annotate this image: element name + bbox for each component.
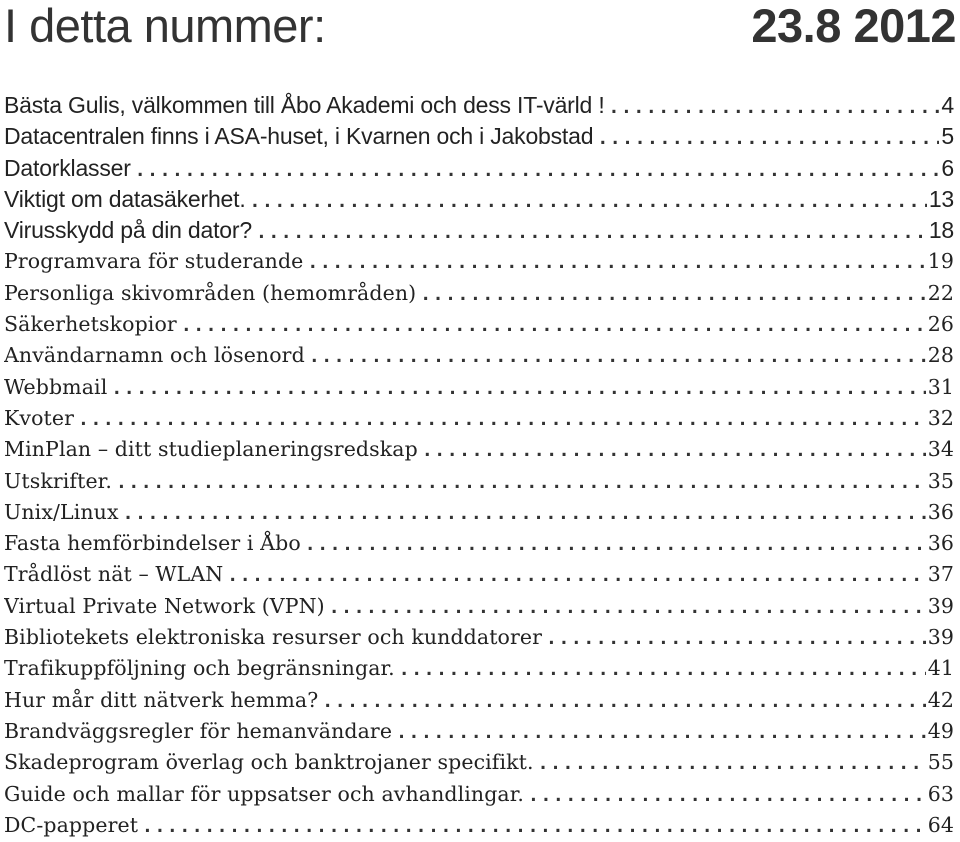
toc-entry-title: Virtual Private Network (VPN) [4,593,325,618]
toc-entry-title: Viktigt om datasäkerhet. [4,185,246,212]
dot-leader [111,373,925,403]
toc-entry [4,90,954,121]
toc-entry [4,747,954,778]
toc-entry-title: Bästa Gulis, välkommen till Åbo Akademi och dess IT-värld ! [4,92,605,118]
dot-leader [135,155,940,184]
toc-entry [4,372,954,403]
toc-entry [4,466,954,497]
toc-entry-title: Utskrifter. [4,468,112,493]
dot-leader [420,279,925,309]
dot-leader [116,467,926,497]
toc-entry-title: Brandväggsregler för hemanvändare [4,718,393,743]
toc-entry-title: Skadeprogram överlag och banktrojaner specifikt. [4,750,534,775]
toc-entry [4,184,954,215]
toc-entry [4,559,954,590]
dot-leader [528,780,926,810]
table-of-contents [4,90,954,841]
toc-entry-page-number: 36 [927,499,954,524]
page-title: I detta nummer: [4,0,326,52]
dot-leader [309,341,926,371]
toc-entry-page-number: 4 [941,92,954,118]
dot-leader [597,123,939,152]
toc-entry-page-number: 36 [927,531,954,556]
dot-leader [78,404,926,434]
toc-entry-page-number: 63 [927,781,954,806]
toc-entry-title: Kvoter [4,405,75,430]
toc-entry-page-number: 32 [927,405,954,430]
toc-entry-page-number: 55 [927,750,954,775]
toc-entry-page-number: 37 [927,562,954,587]
toc-entry [4,653,954,684]
toc-entry-title: Guide och mallar för uppsatser och avhandlingar. [4,781,525,806]
toc-entry-page-number: 18 [928,217,954,244]
toc-entry-title: Personliga skivområden (hemområden) [4,280,417,305]
issue-date: 23.8 2012 [751,0,956,52]
dot-leader [322,686,925,716]
toc-entry [4,246,954,277]
toc-entry-page-number: 19 [927,249,954,274]
toc-entry-title: Unix/Linux [4,499,119,524]
toc-entry-page-number: 64 [927,812,954,837]
toc-entry-page-number: 22 [927,280,954,305]
toc-entry-page-number: 41 [927,656,954,681]
toc-entry-title: Virusskydd på din dator? [4,217,252,244]
dot-leader [422,435,926,465]
toc-entry-page-number: 39 [927,625,954,650]
dot-leader [181,310,926,340]
toc-entry-title: Trafikuppföljning och begränsningar. [4,656,395,681]
toc-entry [4,497,954,528]
toc-entry-title: Hur mår ditt nätverk hemma? [4,687,319,712]
toc-entry-page-number: 42 [927,687,954,712]
toc-entry-page-number: 35 [927,468,954,493]
toc-entry [4,591,954,622]
dot-leader [538,748,926,778]
toc-entry-page-number: 6 [941,154,954,181]
dot-leader [329,592,926,622]
toc-entry-title: Bibliotekets elektroniska resurser och kunddatorer [4,625,543,650]
toc-entry-title: Programvara för studerande [4,249,304,274]
toc-entry [4,685,954,716]
dot-leader [546,623,926,653]
page-header [4,0,956,52]
toc-entry [4,121,954,152]
toc-entry-title: MinPlan – ditt studieplaneringsredskap [4,437,418,462]
toc-entry [4,340,954,371]
dot-leader [227,560,925,590]
toc-entry [4,779,954,810]
dot-leader [142,811,926,841]
toc-entry-title: Säkerhetskopior [4,312,177,337]
toc-entry-page-number: 49 [927,718,954,743]
dot-leader [305,529,926,559]
toc-entry [4,153,954,184]
toc-entry [4,434,954,465]
dot-leader [250,186,927,215]
toc-entry-page-number: 34 [927,437,954,462]
toc-entry-title: Datorklasser [4,154,131,181]
toc-entry-title: Fasta hemförbindelser i Åbo [4,531,301,556]
toc-entry-page-number: 13 [928,185,954,212]
dot-leader [307,247,925,277]
toc-entry [4,810,954,841]
dot-leader [396,717,926,747]
toc-entry [4,622,954,653]
toc-entry-page-number: 39 [927,593,954,618]
toc-entry-title: Användarnamn och lösenord [4,343,305,368]
dot-leader [609,92,940,121]
toc-entry-page-number: 5 [941,123,954,150]
toc-entry-title: Datacentralen finns i ASA-huset, i Kvarnen och i Jakobstad [4,123,594,150]
toc-entry-page-number: 31 [927,374,954,399]
dot-leader [256,217,927,246]
toc-entry [4,716,954,747]
toc-entry-title: DC-papperet [4,812,139,837]
toc-entry [4,309,954,340]
dot-leader [399,654,926,684]
toc-entry [4,215,954,246]
toc-entry-title: Trådlöst nät – WLAN [4,562,224,587]
toc-entry [4,528,954,559]
toc-entry [4,278,954,309]
toc-entry-title: Webbmail [4,374,108,399]
toc-entry-page-number: 28 [927,343,954,368]
toc-entry-page-number: 26 [927,312,954,337]
dot-leader [123,498,926,528]
toc-entry [4,403,954,434]
